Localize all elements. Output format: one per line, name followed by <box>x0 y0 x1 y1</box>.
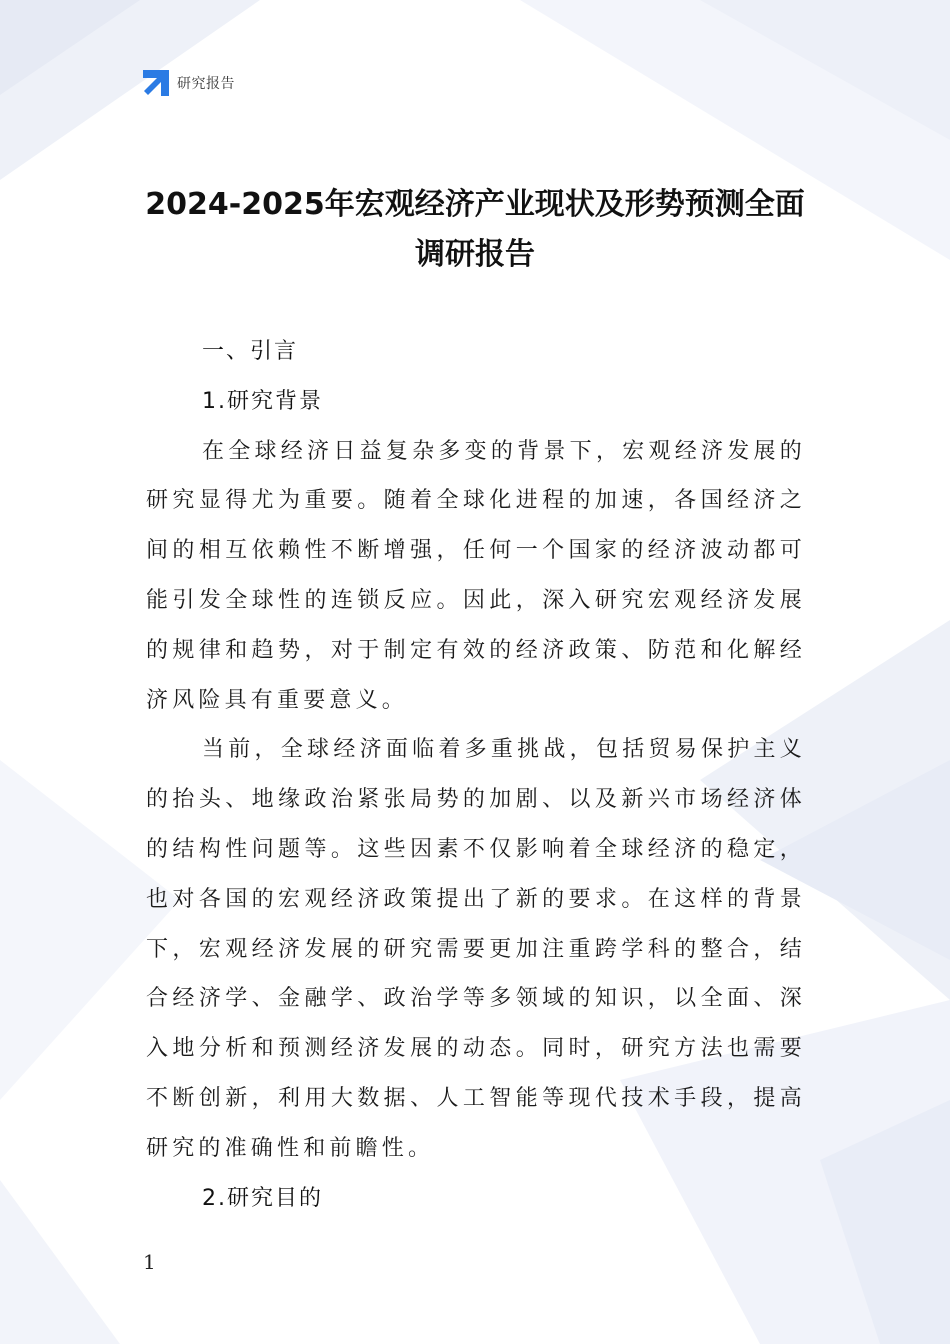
document-body <box>146 327 806 1223</box>
arrow-up-right-icon <box>143 70 169 96</box>
paragraph-background-1: 在全球经济日益复杂多变的背景下，宏观经济发展的研究显得尤为重要。随着全球化进程的加速，各国经济之间的相互依赖性不断增强，任何一个国家的经济波动都可能引发全球性的连锁反应。因此，深入研究宏观经济发展的规律和趋势，对于制定有效的经济政策、防范和化解经济风险具有重要意义。 <box>146 438 806 713</box>
page-title: 2024-2025年宏观经济产业现状及形势预测全面调研报告 <box>145 187 805 272</box>
page-number: 1 <box>143 1250 156 1274</box>
subsection-heading-purpose: 2.研究目的 <box>202 1185 323 1211</box>
section-heading-intro: 一、引言 <box>202 339 299 364</box>
subsection-heading-background: 1.研究背景 <box>202 388 323 414</box>
paragraph-background-2: 当前，全球经济面临着多重挑战，包括贸易保护主义的抬头、地缘政治紧张局势的加剧、以及新兴市场经济体的结构性问题等。这些因素不仅影响着全球经济的稳定，也对各国的宏观经济政策提出了新的要求。在这样的背景下，宏观经济发展的研究需要更加注重跨学科的整合，结合经济学、金融学、政治学等多领域的知识，以全面、深入地分析和预测经济发展的动态。同时，研究方法也需要不断创新，利用大数据、人工智能等现代技术手段，提高研究的准确性和前瞻性。 <box>146 737 806 1161</box>
page-header <box>143 68 235 98</box>
header-label: 研究报告 <box>177 76 235 92</box>
